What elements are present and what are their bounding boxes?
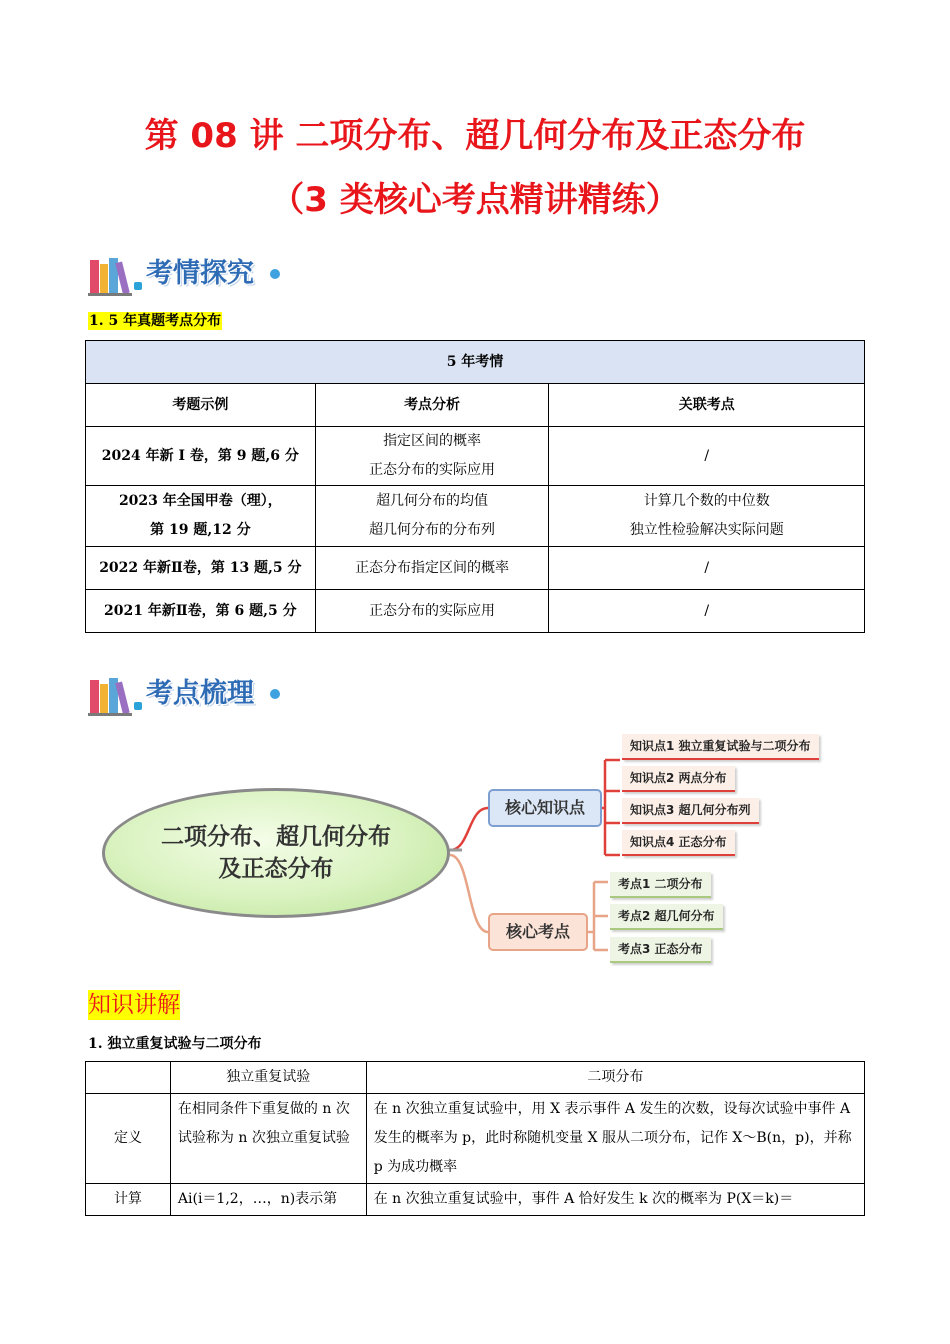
branch-core-knowledge: 核心知识点	[488, 789, 602, 827]
cell-text: 在相同条件下重复做的 n 次试验称为 n 次独立重复试验	[170, 1094, 366, 1184]
cell-text: 计算几个数的中位数	[643, 493, 770, 509]
table-row	[86, 590, 865, 633]
bullet-square	[134, 282, 142, 290]
table-row	[86, 427, 865, 486]
row-label: 定义	[86, 1094, 171, 1184]
books-icon	[88, 256, 134, 296]
binomial-distribution-table	[85, 1061, 865, 1216]
section-heading: 1. 独立重复试验与二项分布	[88, 1036, 262, 1052]
cell-text: 2022 年新Ⅱ卷，第 13 题,5 分	[99, 559, 302, 576]
knowledge-point-3: 知识点3 超几何分布列	[622, 798, 759, 824]
bullet-square	[134, 702, 142, 710]
mind-map	[90, 720, 870, 980]
table-row	[86, 1184, 865, 1216]
cell-text: 2024 年新 I 卷，第 9 题,6 分	[101, 447, 299, 464]
exam-point-2: 考点2 超几何分布	[610, 904, 723, 930]
cell-text: 正态分布的实际应用	[369, 602, 496, 619]
section-label: 考情探究	[146, 258, 254, 289]
exam-point-1: 考点1 二项分布	[610, 872, 711, 898]
knowledge-point-1: 知识点1 独立重复试验与二项分布	[622, 734, 819, 760]
cell-text: 2021 年新Ⅱ卷，第 6 题,5 分	[104, 602, 297, 619]
center-topic	[102, 788, 450, 918]
table-row	[86, 1062, 865, 1094]
knowledge-section-title: 知识讲解	[88, 992, 180, 1018]
cell-text: 指定区间的概率	[383, 433, 482, 449]
section-header-key-points	[88, 672, 308, 720]
table-row	[86, 1094, 865, 1184]
table-row	[86, 547, 865, 590]
table-row	[86, 486, 865, 547]
column-header: 考题示例	[86, 384, 316, 427]
branch-core-exam-points: 核心考点	[488, 913, 588, 951]
cell-text: 超几何分布的分布列	[369, 522, 496, 538]
cell-text: 独立性检验解决实际问题	[629, 522, 784, 538]
row-label: 计算	[86, 1184, 171, 1216]
cell-text: Ai(i＝1,2，…，n)表示第	[170, 1184, 366, 1216]
knowledge-point-4: 知识点4 正态分布	[622, 830, 735, 856]
exam-point-3: 考点3 正态分布	[610, 937, 711, 963]
center-topic-line: 二项分布、超几何分布	[161, 824, 391, 850]
exam-distribution-table	[85, 340, 865, 633]
table-caption: 5 年考情	[86, 341, 865, 384]
column-header: 考点分析	[315, 384, 549, 427]
cell-text: 在 n 次独立重复试验中，用 X 表示事件 A 发生的次数，设每次试验中事件 A 发生的概率为 p，此时称随机变量 X 服从二项分布，记作 X～B(n，p)，并称 p 为成功概率	[366, 1094, 864, 1184]
cell-text: 超几何分布的均值	[376, 493, 489, 509]
cell-text: /	[704, 602, 710, 619]
cell-text: 正态分布指定区间的概率	[355, 559, 510, 576]
page-title: 第 08 讲 二项分布、超几何分布及正态分布	[144, 116, 806, 156]
cell-text: 在 n 次独立重复试验中，事件 A 恰好发生 k 次的概率为 P(X＝k)＝	[366, 1184, 864, 1216]
section-label: 考点梳理	[146, 678, 254, 709]
column-header: 独立重复试验	[170, 1062, 366, 1094]
cell-text: 2023 年全国甲卷（理），	[118, 493, 282, 509]
page-subtitle: （3 类核心考点精讲精练）	[270, 180, 680, 220]
center-topic-line: 及正态分布	[218, 856, 334, 882]
cell-text: 正态分布的实际应用	[369, 462, 496, 478]
section-header-exam-trends	[88, 252, 308, 300]
books-icon	[88, 676, 134, 716]
column-header: 关联考点	[549, 384, 865, 427]
bullet-dot	[270, 689, 280, 699]
cell-text: /	[704, 559, 710, 576]
bullet-dot	[270, 269, 280, 279]
column-header: 二项分布	[366, 1062, 864, 1094]
cell-text: /	[704, 447, 710, 464]
knowledge-point-2: 知识点2 两点分布	[622, 766, 735, 792]
subsection-heading: 1. 5 年真题考点分布	[89, 313, 222, 329]
cell-text: 第 19 题,12 分	[150, 522, 251, 538]
